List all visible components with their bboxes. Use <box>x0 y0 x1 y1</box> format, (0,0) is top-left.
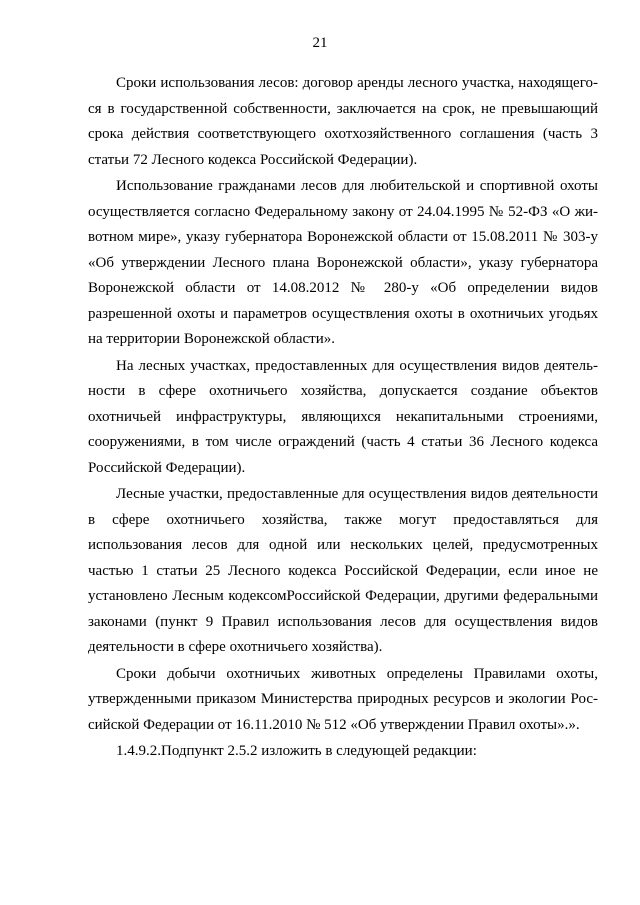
paragraph-hunting-periods: Сроки добычи охотничьих животных определены Правилами охоты, утвержденными приказом Министерства природных ресурсов и экологии Российской Федерации от 16.11.2010 № 512 «Об утверждении Правил охоты».». <box>88 665 598 733</box>
paragraph-multipurpose-use: Лесные участки, предоставленные для осуществления видов деятельности в сфере охотничьего хозяйства, также могут предоставляться для использования лесов для одной или нескольких целей, предусмотренных частью 1 статьи 25 Лесного кодекса Российской Федерации, если иное не установлено Лесным кодексомРоссийской Федерации, другими федеральными законами (пункт 9 Правил использования лесов для осуществления видов деятельности в сфере охотничьего хозяйства). <box>88 486 598 655</box>
paragraph-forest-use-terms: Сроки использования лесов: договор аренды лесного участка, находящегося в государственной собственности, заключается на срок, не превышающий срока действия соответствующего охотхозяйственного соглашения (часть 3 статьи 72 Лесного кодекса Российской Федерации). <box>88 75 598 168</box>
page-number: 21 <box>312 35 328 51</box>
paragraph-hunting-infrastructure: На лесных участках, предоставленных для осуществления видов деятельности в сфере охотничьего хозяйства, допускается создание объектов охотничьей инфраструктуры, являющихся некапитальными строениями, сооружениями, в том числе ограждений (часть 4 статьи 36 Лесного кодекса Российской Федерации). <box>88 357 598 476</box>
paragraph-subclause-amendment: 1.4.9.2.Подпункт 2.5.2 изложить в следующей редакции: <box>116 743 477 759</box>
document-body <box>88 71 598 765</box>
paragraph-citizen-hunting: Использование гражданами лесов для любительской и спортивной охоты осуществляется согласно Федеральному закону от 24.04.1995 № 52-ФЗ «О животном мире», указу губернатора Воронежской области от 15.08.2011 № 303-у «Об утверждении Лесного плана Воронежской области», указу губернатора Воронежской области от 14.08.2012 № 280-у «Об определении видов разрешенной охоты и параметров осуществления охоты в охотничьих угодьях на территории Воронежской области». <box>88 178 598 347</box>
